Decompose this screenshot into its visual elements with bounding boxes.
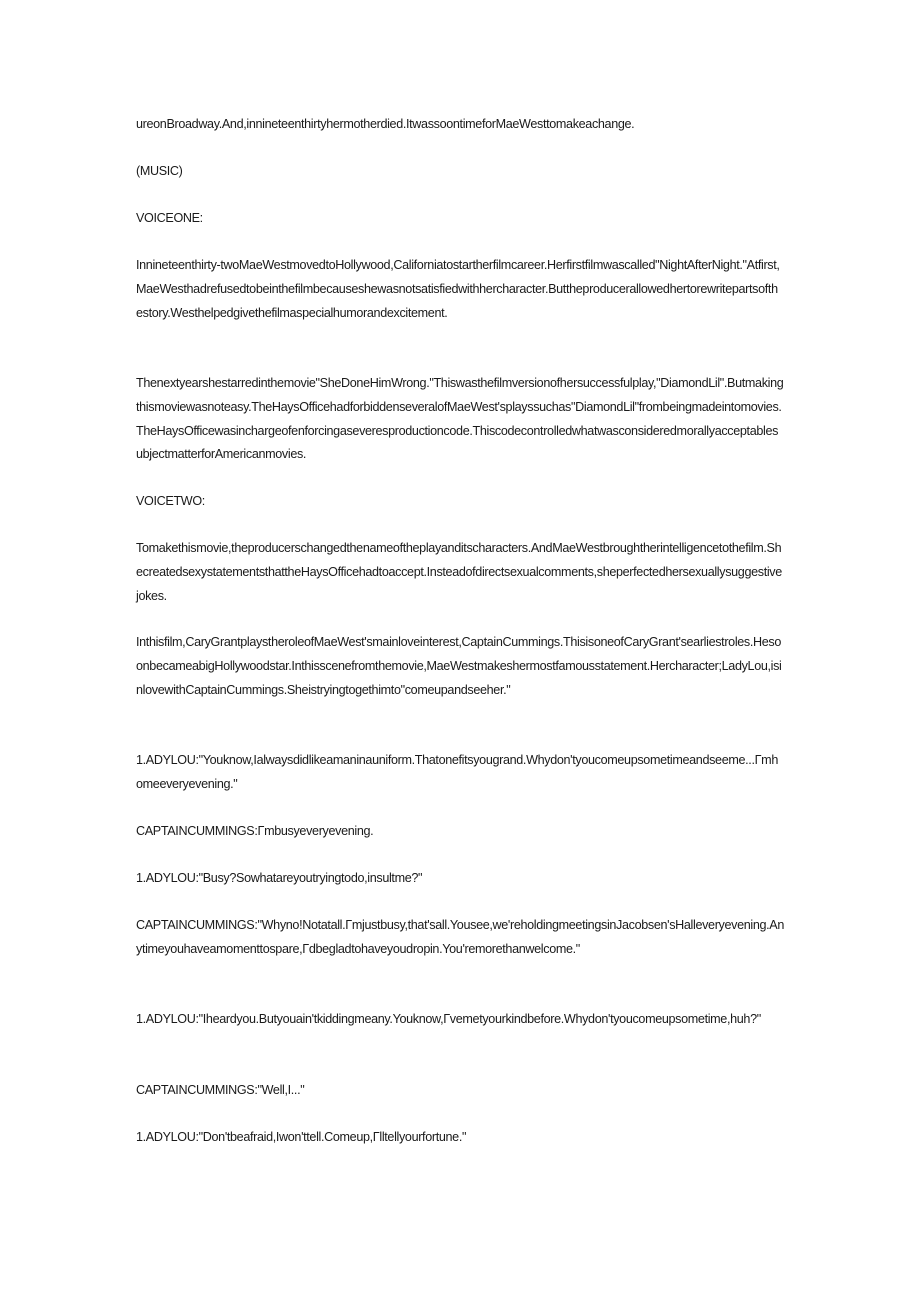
dialogue-lady-lou-1: 1.ADYLOU:"Youknow,Ialwaysdidlikeamaninauniform.Thatonefitsyougrand.Whydon'tyoucomeupsometimeandseeme...Γmhomeeveryevening." <box>136 753 778 791</box>
paragraph-cary-grant: Inthisfilm,CaryGrantplaystheroleofMaeWest'smainloveinterest,CaptainCummings.ThisisoneofCaryGrant'searliestroles.HesoonbecameabigHollywoodstar.Inthisscenefromthemovie,MaeWestmakeshermostfamousstatement.Hercharacter;LadyLou,isinlovewithCaptainCummings.Sheistryingtogethimto"comeupandseeher." <box>136 635 782 697</box>
paragraph-she-done-him-wrong: Thenextyearshestarredinthemovie"SheDoneHimWrong."Thiswasthefilmversionofhersuccessfulplay,"DiamondLil".Butmakingthismoviewasnoteasy.TheHaysOfficehadforbiddenseveralofMaeWest'splayssuchas"DiamondLil"frombeingmadeintomovies.TheHaysOfficewasinchargeofenforcingaseveresproductioncode.ThiscodecontrolledwhatwasconsideredmorallyacceptablesubjectmatterforAmericanmovies. <box>136 376 784 462</box>
dialogue-lady-lou-2: 1.ADYLOU:"Busy?Sowhatareyoutryingtodo,insultme?" <box>136 871 423 885</box>
dialogue-captain-3: CAPTAINCUMMINGS:"Well,I..." <box>136 1083 305 1097</box>
dialogue-lady-lou-4: 1.ADYLOU:"Don'tbeafraid,Iwon'ttell.Comeup,Γlltellyourfortune." <box>136 1130 467 1144</box>
dialogue-lady-lou-3: 1.ADYLOU:"Iheardyou.Butyouain'tkiddingmeany.Youknow,Γvemetyourkindbefore.Whydon'tyoucomeupsometime,huh?" <box>136 1012 761 1026</box>
paragraph-producers: Tomakethismovie,theproducerschangedthenameoftheplayanditscharacters.AndMaeWestbroughtherintelligencetothefilm.ShecreatedsexystatementsthattheHaysOfficehadtoaccept.Insteadofdirectsexualcomments,sheperfectedhersexuallysuggestivejokes. <box>136 541 782 603</box>
paragraph-broadway: ureonBroadway.And,innineteenthirtyhermotherdied.ItwassoontimeforMaeWesttomakeachange. <box>136 117 635 131</box>
paragraph-music-cue: (MUSIC) <box>136 164 183 178</box>
dialogue-captain-2: CAPTAINCUMMINGS:"Whyno!Notatall.Γmjustbusy,that'sall.Yousee,we'reholdingmeetingsinJacobsen'sHalleveryevening.Anytimeyouhaveamomenttospare,Γdbegladtohaveyoudropin.You'remorethanwelcome." <box>136 918 785 956</box>
paragraph-hollywood: Innineteenthirty-twoMaeWestmovedtoHollywood,Californiatostartherfilmcareer.Herfirstfilmwascalled"NightAfterNight."Atfirst,MaeWesthadrefusedtobeinthefilmbecauseshewasnotsatisfiedwithhercharacter.Buttheproducerallowedhertorewritepartsofthestory.Westhelpedgivethefilmaspecialhumorandexcitement. <box>136 258 780 320</box>
speaker-voice-two: VOICETWO: <box>136 494 205 508</box>
speaker-voice-one: VOICEONE: <box>136 211 203 225</box>
dialogue-captain-1: CAPTAINCUMMINGS:Γmbusyeveryevening. <box>136 824 374 838</box>
